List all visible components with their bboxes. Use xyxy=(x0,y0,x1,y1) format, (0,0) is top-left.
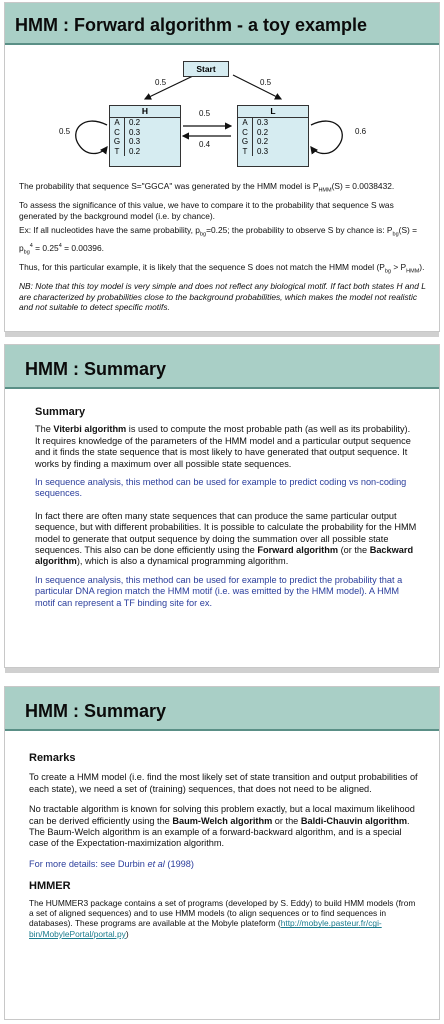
slide1-text xyxy=(19,181,429,313)
emission-prob: 0.2 xyxy=(129,146,141,156)
emission-base: G xyxy=(238,137,253,147)
slide-summary-viterbi xyxy=(4,344,440,668)
emission-prob: 0.2 xyxy=(257,137,269,146)
viterbi-paragraph: The Viterbi algorithm is used to compute the most probable path (as well as its probability). It requires knowledge of the parameters of the HMM model and a particular output sequence and it finds the state sequence that is most likely to have generated that output sequence. It works by finding a maximum over all possible state sequences. xyxy=(35,424,411,469)
section-heading: Summary xyxy=(35,406,86,418)
state-h-label: H xyxy=(110,106,180,118)
hmmer-paragraph: The HUMMER3 package contains a set of programs (developed by S. Eddy) to build HMM models (from a set of aligned sequences) and to use HMM models (to align sequences or to find sequences in databases). These programs are available at the Mobyle plateform (http://mobyle.pasteur.fr/cgi-bin/MobylePortal/portal.py) xyxy=(29,897,416,939)
l-self-loop-prob: 0.6 xyxy=(355,127,367,136)
h-to-l-prob: 0.5 xyxy=(199,109,211,118)
state-l-label: L xyxy=(238,106,308,118)
viterbi-application: In sequence analysis, this method can be used for example to predict coding vs non-coding sequences. xyxy=(35,477,407,499)
emission-base: T xyxy=(110,147,125,157)
emission-prob: 0.3 xyxy=(257,146,269,156)
emission-base: T xyxy=(238,147,253,157)
start-node: Start xyxy=(183,61,229,77)
slide-separator xyxy=(5,332,439,337)
slide-title: HMM : Summary xyxy=(5,687,439,731)
h-self-loop-prob: 0.5 xyxy=(59,127,71,136)
state-l-emissions xyxy=(238,118,268,156)
baum-welch-paragraph: No tractable algorithm is known for solving this problem exactly, but a local maximum likelihood can be derived efficiently using the Baum-Welch algorithm or the Baldi-Chauvin algorithm. The Baum-Welch algorithm is an example of a forward-backward algorithm, and is a special case of the Expectation-maximization algorithm. xyxy=(29,804,415,849)
emission-prob: 0.3 xyxy=(257,118,269,127)
durbin-reference: For more details: see Durbin et al (1998) xyxy=(29,858,194,869)
significance-paragraph: To assess the significance of this value, we have to compare it to the probability that sequence S was generated by the background model (i.e. by chance). xyxy=(19,200,394,221)
l-self-loop xyxy=(311,121,342,153)
state-l-box xyxy=(237,105,309,167)
mobyle-link[interactable]: http://mobyle.pasteur.fr/cgi-bin/MobylePortal/portal.py xyxy=(29,918,382,939)
emission-prob: 0.3 xyxy=(129,127,141,137)
emission-base: C xyxy=(110,128,125,138)
slide-summary-remarks xyxy=(4,686,440,1020)
forward-application: In sequence analysis, this method can be used for example to predict the probability that a particular DNA region match the HMM motif (i.e. was emitted by the HMM model). A HMM motif can represent a TF binding site for ex. xyxy=(35,574,403,608)
emission-prob: 0.3 xyxy=(129,137,141,146)
hmm-diagram xyxy=(5,47,441,172)
note-paragraph: NB: Note that this toy model is very simple and does not reflect any biological motif. If fact both states H and L are characterized by probabilities close to the background probabilities, which makes the model not realistic and not suitable to detect specific motifs. xyxy=(19,281,426,313)
start-to-l-arrow xyxy=(233,75,281,99)
emission-prob: 0.2 xyxy=(129,118,141,127)
start-to-h-prob: 0.5 xyxy=(155,78,167,87)
slide-title: HMM : Summary xyxy=(5,345,439,389)
conclusion-paragraph: Thus, for this particular example, it is likely that the sequence S does not match the HMM model $(P_{bg} > P_{HMM})$. xyxy=(19,261,425,275)
slide-separator xyxy=(5,668,439,673)
h-self-loop xyxy=(76,121,107,153)
section-heading: Remarks xyxy=(29,752,76,764)
slide-title: HMM : Forward algorithm - a toy example xyxy=(5,3,439,45)
training-paragraph: To create a HMM model (i.e. find the most likely set of state transition and output probabilities of each state), we need a set of (training) sequences, that does not need to be aligned. xyxy=(29,772,418,794)
start-to-h-arrow xyxy=(145,75,195,99)
forward-paragraph: In fact there are often many state sequences that can produce the same particular output sequence, but with different probabilities. It is possible to calculate the probability for the HMM model to generate that output sequence by doing the summation over all possible state sequences. This also can be done efficiently using the Forward algorithm (or the Backward algorithm), which is also a dynamical programming algorithm. xyxy=(35,510,417,567)
slide-forward-algorithm xyxy=(4,2,440,332)
hmmer-heading: HMMER xyxy=(29,880,71,893)
emission-base: G xyxy=(110,137,125,147)
slide2-text xyxy=(35,407,417,609)
emission-base: A xyxy=(238,118,253,128)
state-h-emissions xyxy=(110,118,140,156)
emission-base: A xyxy=(110,118,125,128)
state-h-box xyxy=(109,105,181,167)
emission-base: C xyxy=(238,128,253,138)
l-to-h-prob: 0.4 xyxy=(199,140,211,149)
probability-paragraph: The probability that sequence S="GGCA" was generated by the HMM model is $P_{HMM}(S) = 0.0038432$. xyxy=(19,181,395,194)
example-paragraph: Ex: If all nucleotides have the same probability, $p_{bg}=0.25$; the probability to observe S by chance is: $P_{bg}(S) = p_{bg}^4 = 0.25^4 = 0.00396$. xyxy=(19,225,418,256)
emission-prob: 0.2 xyxy=(257,127,269,137)
start-to-l-prob: 0.5 xyxy=(260,78,272,87)
slide3-text xyxy=(29,753,421,939)
